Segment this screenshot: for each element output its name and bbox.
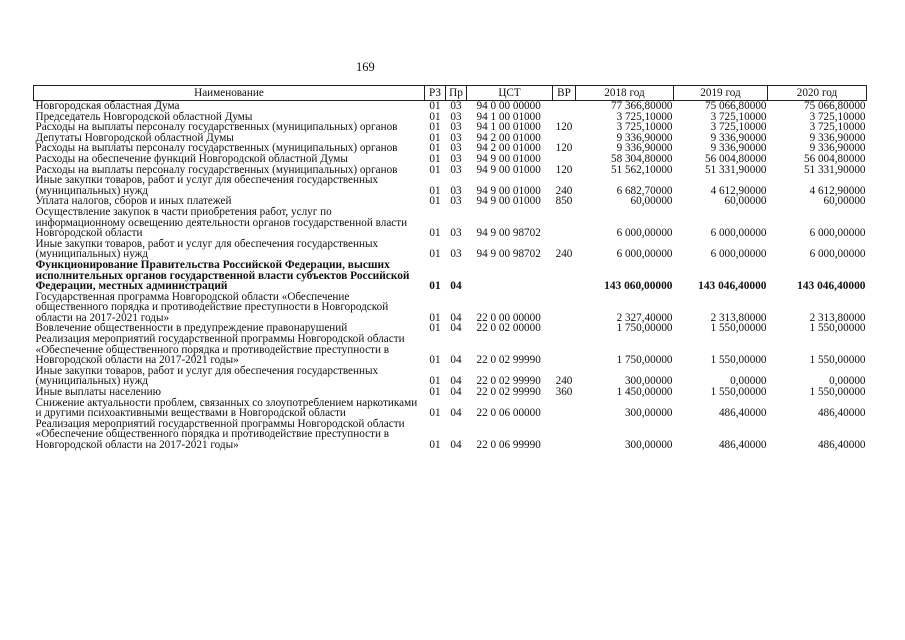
cell-2019: 3 725,10000 [710, 110, 767, 123]
table-body [34, 101, 867, 451]
cell-rz: 01 [429, 439, 441, 451]
cell-cst: 22 0 00 00000 [476, 311, 541, 324]
cell-2019: 486,40000 [718, 439, 767, 451]
cell-name: Депутаты Новгородской областной Думы [35, 131, 234, 144]
table-row [34, 175, 867, 196]
cell-2020: 4 612,90000 [809, 184, 866, 197]
cell-cst: 22 0 02 99990 [476, 375, 541, 388]
cell-name: Вовлечение общественности в предупреждение правонарушений [35, 322, 348, 335]
cell-name: Председатель Новгородской областной Думы [35, 110, 253, 123]
cell-vr: 240 [555, 248, 573, 261]
cell-name: Расходы на выплаты персоналу государственных (муниципальных) органов [35, 142, 398, 155]
cell-name: Реализация мероприятий государственной программы Новгородской области «Обеспечение общественного порядка и противодействие преступности в Новгородской области на 2017-2021 годы» [35, 333, 405, 367]
cell-2020: 9 336,90000 [809, 142, 866, 155]
cell-name: Иные закупки товаров, работ и услуг для обеспечения государственных (муниципальных) нужд [35, 237, 379, 261]
cell-pr: 03 [450, 248, 462, 261]
cell-cst: 94 1 00 01000 [476, 121, 541, 134]
cell-2018: 1 450,00000 [616, 386, 673, 399]
cell-2020: 486,40000 [817, 439, 866, 451]
cell-2020: 1 550,00000 [809, 322, 866, 335]
cell-pr: 03 [450, 142, 462, 155]
cell-pr: 04 [450, 354, 462, 367]
cell-rz: 01 [429, 322, 441, 335]
cell-2019: 4 612,90000 [710, 184, 767, 197]
cell-rz: 01 [429, 121, 441, 134]
cell-vr: 240 [555, 184, 573, 197]
cell-cst: 94 9 00 01000 [476, 152, 541, 165]
cell-rz: 01 [429, 195, 441, 208]
cell-2018: 6 682,70000 [616, 184, 673, 197]
cell-rz: 01 [429, 100, 441, 112]
cell-vr [553, 292, 576, 324]
cell-vr: 240 [555, 375, 573, 388]
cell-rz: 01 [429, 152, 441, 165]
cell-rz: 01 [429, 142, 441, 155]
cell-vr [553, 419, 576, 451]
cell-pr: 04 [450, 280, 462, 293]
cell-2019: 6 000,00000 [710, 227, 767, 240]
cell-2019: 1 550,00000 [710, 386, 767, 399]
header-pr: Пр [446, 86, 467, 101]
header-vr: ВР [553, 86, 576, 101]
cell-name: Осуществление закупок в части приобретения работ, услуг по информационному освещению деятельности органов государственной власти Новгородской области [35, 205, 408, 240]
header-name: Наименование [34, 86, 425, 101]
cell-pr: 03 [450, 195, 462, 208]
cell-cst: 22 0 06 99990 [476, 439, 541, 451]
cell-rz: 01 [429, 163, 441, 176]
cell-2019: 486,40000 [718, 407, 767, 420]
table-row [34, 398, 867, 419]
cell-rz: 01 [429, 184, 441, 197]
cell-cst: 22 0 06 00000 [476, 407, 541, 420]
budget-table [33, 85, 867, 451]
cell-vr [553, 260, 576, 292]
cell-2018: 6 000,00000 [616, 227, 673, 240]
cell-2019: 143 046,40000 [698, 280, 767, 293]
cell-2019: 51 331,90000 [704, 163, 767, 176]
cell-2020: 1 550,00000 [809, 386, 866, 399]
header-2018: 2018 год [576, 86, 674, 101]
cell-2019: 2 313,80000 [710, 311, 767, 324]
header-2020: 2020 год [768, 86, 867, 101]
cell-pr: 03 [450, 121, 462, 134]
cell-pr: 03 [450, 100, 462, 112]
cell-rz: 01 [429, 354, 441, 367]
cell-2020: 6 000,00000 [809, 227, 866, 240]
cell-rz: 01 [429, 280, 441, 293]
cell-2019: 9 336,90000 [710, 142, 767, 155]
cell-cst: 94 9 00 01000 [476, 163, 541, 176]
cell-2019: 6 000,00000 [710, 248, 767, 261]
cell-2020: 3 725,10000 [809, 110, 866, 123]
cell-2020: 2 313,80000 [809, 311, 866, 324]
cell-pr: 03 [450, 163, 462, 176]
cell-2020: 51 331,90000 [803, 163, 866, 176]
cell-cst: 94 9 00 98702 [476, 248, 541, 261]
header-rz: РЗ [425, 86, 446, 101]
cell-pr: 04 [450, 322, 462, 335]
cell-2019: 3 725,10000 [710, 121, 767, 134]
cell-name: Новгородская областная Дума [35, 100, 180, 112]
cell-vr [553, 207, 576, 239]
cell-2018: 300,00000 [624, 407, 673, 420]
cell-pr: 03 [450, 227, 462, 240]
cell-name: Уплата налогов, сборов и иных платежей [35, 195, 232, 208]
cell-2020: 75 066,80000 [803, 100, 866, 112]
cell-2020: 9 336,90000 [809, 131, 866, 144]
cell-name: Функционирование Правительства Российской Федерации, высших исполнительных органов государственной власти субъектов Российской Федерации, местных администраций [35, 258, 410, 293]
cell-rz: 01 [429, 375, 441, 388]
table-header-row [34, 86, 867, 101]
cell-2020: 60,00000 [823, 195, 866, 208]
cell-2020: 486,40000 [817, 407, 866, 420]
cell-vr: 850 [555, 195, 573, 208]
cell-2018: 300,00000 [624, 375, 673, 388]
cell-2018: 51 562,10000 [610, 163, 673, 176]
cell-name: Расходы на обеспечение функций Новгородской областной Думы [35, 152, 348, 165]
cell-2018: 1 750,00000 [616, 322, 673, 335]
cell-pr: 04 [450, 407, 462, 420]
table-row [34, 260, 867, 292]
cell-name: Снижение актуальности проблем, связанных со злоупотреблением наркотиками и другими психоактивными веществами в Новгородской области [35, 396, 418, 420]
cell-vr [553, 334, 576, 366]
header-2019: 2019 год [674, 86, 768, 101]
cell-vr [553, 398, 576, 419]
cell-cst: 94 2 00 01000 [476, 142, 541, 155]
cell-2020: 1 550,00000 [809, 354, 866, 367]
cell-pr: 04 [450, 311, 462, 324]
cell-2020: 56 004,80000 [803, 152, 866, 165]
cell-2020: 143 046,40000 [797, 280, 866, 293]
cell-2019: 56 004,80000 [704, 152, 767, 165]
cell-cst: 94 9 00 01000 [476, 195, 541, 208]
cell-2020: 6 000,00000 [809, 248, 866, 261]
table-row [34, 419, 867, 451]
cell-cst: 22 0 02 00000 [476, 322, 541, 335]
cell-vr: 120 [555, 142, 573, 155]
cell-2020: 0,00000 [829, 375, 866, 388]
cell-name: Иные закупки товаров, работ и услуг для обеспечения государственных (муниципальных) нужд [35, 364, 379, 388]
cell-2018: 1 750,00000 [616, 354, 673, 367]
cell-2018: 3 725,10000 [616, 121, 673, 134]
cell-pr: 03 [450, 184, 462, 197]
cell-2019: 1 550,00000 [710, 322, 767, 335]
cell-name: Иные закупки товаров, работ и услуг для обеспечения государственных (муниципальных) нужд [35, 174, 379, 197]
cell-2018: 6 000,00000 [616, 248, 673, 261]
cell-name: Государственная программа Новгородской области «Обеспечение общественного порядка и противодействие преступности в Новгородской области на 2017-2021 годы» [35, 290, 389, 324]
header-cst: ЦСТ [467, 86, 553, 101]
cell-rz: 01 [429, 131, 441, 144]
cell-2019: 75 066,80000 [704, 100, 767, 112]
cell-name: Реализация мероприятий государственной программы Новгородской области «Обеспечение общественного порядка и противодействие преступности в Новгородской области на 2017-2021 годы» [35, 417, 405, 451]
cell-cst [467, 260, 553, 292]
cell-2018: 143 060,00000 [604, 280, 673, 293]
cell-vr: 120 [555, 163, 573, 176]
cell-2019: 1 550,00000 [710, 354, 767, 367]
cell-2018: 3 725,10000 [616, 110, 673, 123]
cell-2018: 60,00000 [630, 195, 673, 208]
table-row [34, 366, 867, 387]
cell-2018: 58 304,80000 [610, 152, 673, 165]
cell-cst: 94 1 00 01000 [476, 110, 541, 123]
cell-pr: 03 [450, 110, 462, 123]
cell-pr: 04 [450, 439, 462, 451]
cell-2019: 0,00000 [730, 375, 767, 388]
cell-2018: 9 336,90000 [616, 131, 673, 144]
cell-2018: 77 366,80000 [610, 100, 673, 112]
table-row [34, 101, 867, 112]
cell-2018: 2 327,40000 [616, 311, 673, 324]
cell-cst: 94 0 00 00000 [476, 100, 541, 112]
cell-rz: 01 [429, 110, 441, 123]
cell-name: Расходы на выплаты персоналу государственных (муниципальных) органов [35, 121, 398, 134]
cell-vr [553, 323, 576, 334]
cell-vr: 120 [555, 121, 573, 134]
cell-pr: 03 [450, 131, 462, 144]
cell-vr [553, 101, 576, 112]
cell-rz: 01 [429, 407, 441, 420]
cell-rz: 01 [429, 227, 441, 240]
cell-cst: 22 0 02 99990 [476, 354, 541, 367]
cell-2019: 9 336,90000 [710, 131, 767, 144]
cell-2019: 60,00000 [724, 195, 767, 208]
cell-2018: 300,00000 [624, 439, 673, 451]
cell-rz: 01 [429, 248, 441, 261]
cell-2018: 9 336,90000 [616, 142, 673, 155]
table-row [34, 334, 867, 366]
page-number: 169 [356, 60, 375, 74]
table-row [34, 154, 867, 165]
cell-name: Иные выплаты населению [35, 386, 161, 399]
cell-2020: 3 725,10000 [809, 121, 866, 134]
cell-rz: 01 [429, 311, 441, 324]
cell-pr: 04 [450, 375, 462, 388]
table-row [34, 207, 867, 239]
cell-cst: 94 9 00 01000 [476, 184, 541, 197]
cell-pr: 03 [450, 152, 462, 165]
cell-pr: 04 [450, 386, 462, 399]
cell-rz: 01 [429, 386, 441, 399]
table-row [34, 239, 867, 260]
table-row [34, 292, 867, 324]
cell-vr [553, 154, 576, 165]
cell-vr: 360 [555, 386, 573, 399]
cell-cst: 94 9 00 98702 [476, 227, 541, 240]
cell-cst: 22 0 02 99990 [476, 386, 541, 399]
cell-cst: 94 2 00 01000 [476, 131, 541, 144]
cell-name: Расходы на выплаты персоналу государственных (муниципальных) органов [35, 163, 398, 176]
